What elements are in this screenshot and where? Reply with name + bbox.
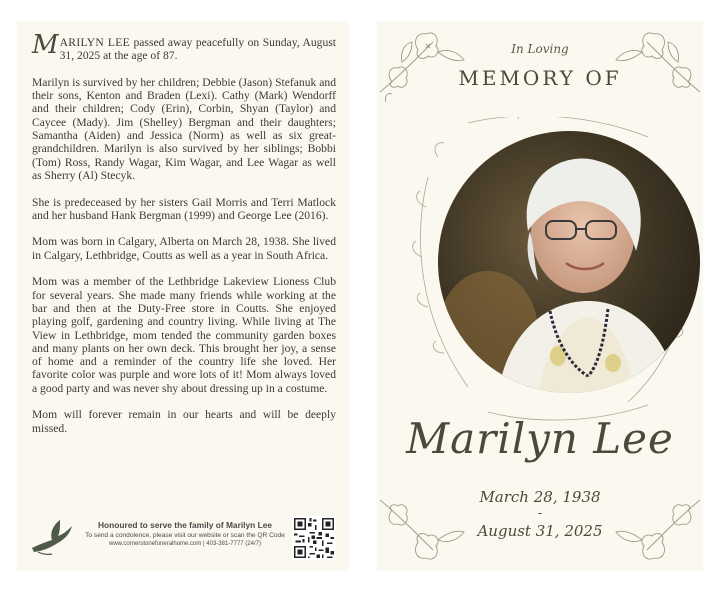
dove-icon (30, 518, 74, 556)
obituary-text (32, 30, 336, 448)
opening-name: ARILYN LEE (59, 36, 130, 49)
date-separator: - (537, 506, 543, 521)
portrait-frame (408, 117, 698, 422)
portrait-photo (438, 131, 700, 393)
obituary-paragraph-closing: Mom will forever remain in our hearts and will be deeply missed. (32, 408, 336, 435)
footer-condolence-note: To send a condolence, please visit our website or scan the QR Code (85, 532, 285, 539)
deceased-name: Marilyn Lee (406, 414, 674, 463)
birth-date: March 28, 1938 (479, 488, 601, 506)
obituary-paragraph-born: Mom was born in Calgary, Alberta on March 28, 1938. She lived in Calgary, Lethbridge, Coutts as well as a year in South Africa. (32, 235, 336, 262)
obituary-opening (32, 30, 336, 63)
obituary-paragraph-predeceased: She is predeceased by her sisters Gail Morris and Terri Matlock and her husband Hank Bergman (1999) and George Lee (2016). (32, 195, 336, 222)
footer-title: Honoured to serve the family of Marilyn Lee (97, 520, 273, 530)
funeral-home-footer (26, 512, 340, 564)
obituary-paragraph-survived: Marilyn is survived by her children; Debbie (Jason) Stefanuk and their sons, Kenton and Braden (Lexi). Cathy (Mark) Wendorff and their children; Cody (Erin), Corbin, Shyan (Taylor) and Caycee (Mady). Jim (Shelley) Bergman and their daughters; Samantha (Aiden) and Jessica (Norm) as well as six great-grandchildren. Marilyn is also survived by her siblings; Bobbi (Tom) Ross, Randy Wagar, Kim Wagar, and Lee Wagar as well as Sherry (Al) Stecyk. (32, 75, 336, 182)
opening-text: passed away peacefully on Sunday, August 31, 2025 at the age of 87. (59, 36, 336, 63)
footer-text-block (74, 520, 296, 549)
drop-cap: M (32, 30, 59, 60)
obituary-panel (18, 22, 348, 570)
memorial-cover-panel (378, 22, 702, 570)
death-date: August 31, 2025 (477, 522, 603, 540)
memory-of-heading: MEMORY OF (458, 66, 622, 90)
in-loving-heading: In Loving (511, 42, 569, 56)
footer-website-phone: www.cornerstonefuneralhome.com | 403-381-7777 (24/7) (109, 541, 261, 547)
qr-code-icon[interactable] (292, 516, 336, 560)
obituary-paragraph-life: Mom was a member of the Lethbridge Lakeview Lioness Club for several years. She made many friends while working at the bar and then at the Duty-Free store in Coutts. She enjoyed playing golf, gardening and country living. While living at The View in Lethbridge, mom tended the community garden boxes and many plants on her own deck. This brought her joy, a sense of home and a reminder of the country life she loved. Her favorite color was purple and wore lots of it! Mom always loved a good party and was never shy about dressing up in a costume. (32, 275, 336, 395)
